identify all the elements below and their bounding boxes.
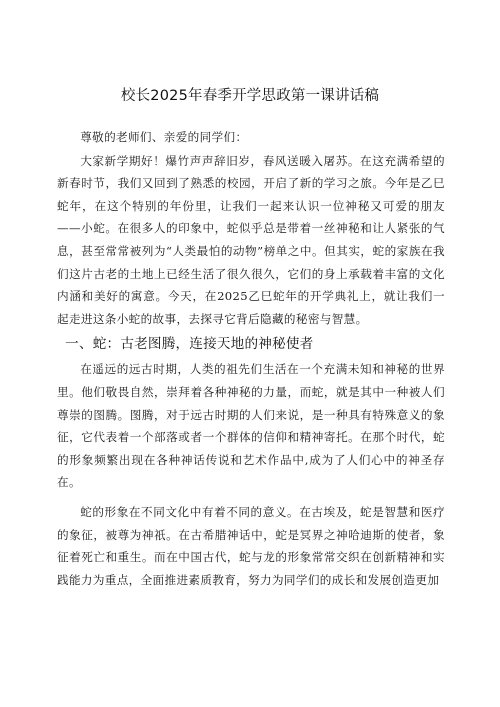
document-body [57, 126, 445, 591]
intro-paragraph: 大家新学期好！爆竹声声辞旧岁，春风送暖入屠苏。在这充满希望的新春时节，我们又回到了熟悉的校园，开启了新的学习之旅。今年是乙巳蛇年，在这个特别的年份里，让我们一起来认识一位神秘又可爱的朋友——小蛇。在很多人的印象中，蛇似乎总是带着一丝神秘和让人紧张的气息，甚至常常被列为“人类最怕的动物”榜单之中。但其实，蛇的家族在我们这片古老的土地上已经生活了很久很久，它们的身上承载着丰富的文化内涵和美好的寓意。今天，在2025乙巳蛇年的开学典礼上，就让我们一起走进这条小蛇的故事，去探寻它背后隐藏的秘密与智慧。 [57, 153, 445, 326]
section-heading: 一、蛇：古老图腾，连接天地的神秘使者 [65, 336, 314, 353]
body-paragraph: 在遥远的远古时期，人类的祖先们生活在一个充满未知和神秘的世界里。他们敬畏自然，崇拜着各种神秘的力量，而蛇，就是其中一种被人们尊崇的图腾。图腾，对于远古时期的人们来说，是一种具有特殊意义的象征，它代表着一个部落或者一个群体的信仰和精神寄托。在那个时代，蛇的形象频繁出现在各种神话传说和艺术作品中,成为了人们心中的神圣存在。 [57, 362, 445, 490]
greeting-line: 尊敬的老师们、亲爱的同学们： [80, 130, 248, 144]
body-paragraph: 蛇的形象在不同文化中有着不同的意义。在古埃及，蛇是智慧和医疗的象征，被尊为神祇。在古希腊神话中，蛇是冥界之神哈迪斯的使者，象征着死亡和重生。而在中国古代，蛇与龙的形象常常交织在创新精神和实践能力为重点，全面推进素质教育，努力为同学们的成长和发展创造更加 [57, 504, 445, 587]
document-title: 校长2025年春季开学思政第一课讲话稿 [120, 88, 380, 104]
